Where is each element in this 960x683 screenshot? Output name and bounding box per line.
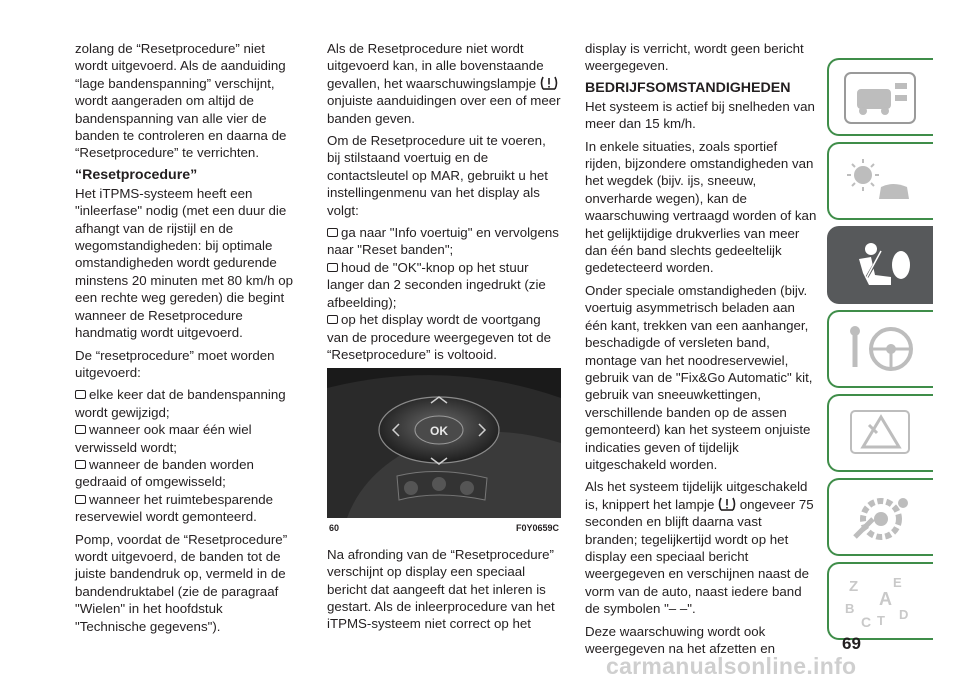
index-letter: D [899,607,909,622]
text-column-1 [75,40,297,640]
text-column-2 [327,40,561,638]
airbag-seat-icon [841,237,921,295]
chapter-tab-maintenance[interactable] [827,478,933,556]
paragraph: Pomp, voordat de “Resetprocedure” wordt uitgevoerd, de banden tot de juiste bandendruk op, vermeld in de bandendruktabel (zie de paragraaf "Wielen" in het hoofdstuk "Technische gegevens"). [75,531,288,634]
warning-triangle-icon [841,405,921,463]
paragraph: Onder speciale omstandigheden (bijv. voertuig asymmetrisch beladen aan één kant, trekken van een aanhanger, beschadigde of versleten band, montage van het noodreservewiel, gebruik van de "Fix&Go Automatic" kit, gebruik van sneeuwkettingen, verschillende banden op de assen gemonteerd) kan het systeem onjuiste indicaties geven of tijdelijk uitgeschakeld worden. [585,282,813,472]
paragraph: In enkele situaties, zoals sportief rijden, bijzondere omstandigheden van het wegdek (bijv. ijs, sneeuw, onverharde wegen), kan de waarschuwing vertraagd worden of kan het gelijktijdige drukverlies van meer dan één band slechts gedeeltelijk gedetecteerd worden. [585,138,817,276]
alphabet-index-icon [841,573,921,631]
chapter-tab-emergency[interactable] [827,394,933,472]
paragraph: Het iTPMS-systeem heeft een "inleerfase" nodig (met een duur die afhangt van de rijstijl en de wegomstandigheden: bij optimale omstandigheden wordt gedurende minstens 20 minuten met 80 km/h op een rechte weg gereden) die begint wanneer de Resetprocedure handmatig wordt uitgevoerd. [75,185,294,341]
paragraph-part: Als de Resetprocedure niet wordt uitgevoerd kan, in alle bovenstaande gevallen, het waarschuwingslampje [327,41,544,91]
paragraph-part: ongeveer 75 seconden en blijft daarna vast branden; tegelijkertijd wordt op het display een speciaal bericht weergegeven en verschijnen naast de vorm van de auto, naast iedere band de symbolen "– –". [585,496,814,617]
section-heading: BEDRIJFSOMSTANDIGHEDEN [585,79,791,96]
paragraph: Het systeem is actief bij snelheden van meer dan 15 km/h. [585,98,815,132]
figure-caption [329,520,559,537]
figure-code: F0Y0659C [515,523,559,534]
tire-pressure-warning-icon [718,496,736,512]
tire-pressure-warning-icon [540,75,558,91]
paragraph: Om de Resetprocedure uit te voeren, bij stilstaand voertuig en de contactsleutel op MAR, gebruikt u het instellingenmenu van het display als volgt: [327,133,548,218]
paragraph: De “resetprocedure” moet worden uitgevoerd: [75,347,275,380]
page-number: 69 [842,634,861,653]
paragraph: Na afronding van de “Resetprocedure” verschijnt op display een speciaal bericht dat aangeeft dat het inleren is gestart. Als de inleerprocedure van het iTPMS-systeem niet correct op het [327,546,555,632]
steering-wheel-illustration [327,368,561,518]
bullet-item: op het display wordt de voortgang van de procedure weergegeven tot de “Resetprocedure” is voltooid. [327,311,561,363]
paragraph [327,40,561,127]
figure-number: 60 [329,523,340,534]
chapter-tab-lights[interactable] [827,142,933,220]
chapter-tab-safety[interactable] [827,226,933,304]
steering-key-icon [841,321,921,379]
bullet-item: elke keer dat de bandenspanning wordt gewijzigd; [75,386,297,421]
bullet-item: wanneer de banden worden gedraaid of omgewisseld; [75,456,297,491]
bullet-item: wanneer het ruimtebesparende reservewiel wordt gemonteerd. [75,491,297,526]
text-column-3 [585,40,817,662]
car-dashboard-icon [841,69,921,127]
lights-icon [841,153,921,211]
index-letter: Z [849,578,859,595]
chapter-tab-index[interactable] [827,562,933,640]
chapter-tab-starting[interactable] [827,310,933,388]
paragraph: zolang de “Resetprocedure” niet wordt uitgevoerd. Als de aanduiding “lage bandenspanning” verschijnt, wordt aangeraden om altijd de bandenspanning van alle vier de banden te controleren en daarna de “Resetprocedure” te verrichten. [75,41,287,161]
paragraph [585,478,817,617]
paragraph-part: Als het systeem tijdelijk uitgeschakeld is, knippert het lampje [585,479,808,512]
steering-wheel-figure [327,368,561,518]
index-letter: A [879,589,892,609]
index-letter: C [861,614,872,630]
index-letter: E [893,575,902,590]
watermark: carmanualsonline.info [606,653,857,679]
paragraph: Deze waarschuwing wordt ook weergegeven na het afzetten en [585,623,775,656]
section-heading: “Resetprocedure” [75,166,198,183]
chapter-tabs [827,58,937,646]
ok-button-label: OK [430,424,448,439]
paragraph-part: onjuiste aanduidingen over een of meer banden geven. [327,93,561,126]
bullet-item: houd de "OK"-knop op het stuur langer dan 2 seconden ingedrukt (zie afbeelding); [327,259,561,311]
wrench-gear-icon [841,489,921,547]
index-letter: B [845,601,855,616]
bullet-item: ga naar "Info voertuig" en vervolgens naar "Reset banden"; [327,224,561,259]
index-letter: T [877,613,885,628]
bullet-item: wanneer ook maar één wiel verwisseld wordt; [75,421,297,456]
paragraph: display is verricht, wordt geen bericht weergegeven. [585,41,804,74]
chapter-tab-dashboard[interactable] [827,58,933,136]
